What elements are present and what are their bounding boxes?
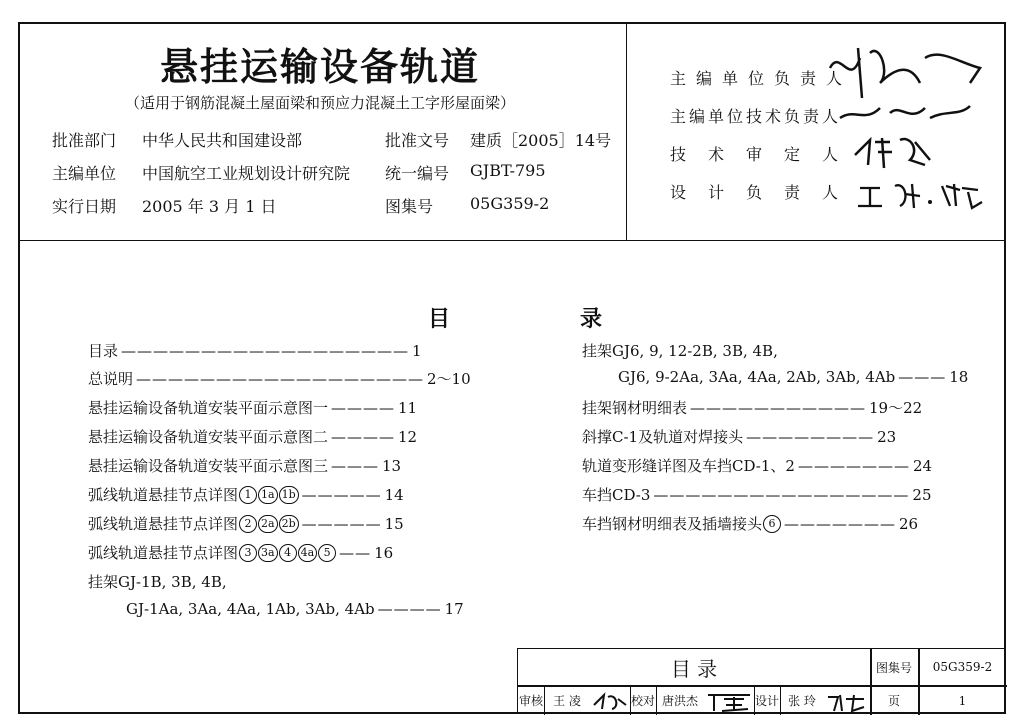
effective-date-label: 实行日期 <box>52 197 117 216</box>
toc-entry-label: 悬挂运输设备轨道安装平面示意图二 <box>88 428 329 446</box>
unified-no-label: 统一编号 <box>385 164 450 183</box>
document-subtitle: （适用于钢筋混凝土屋面梁和预应力混凝土工字形屋面梁） <box>124 94 515 112</box>
detail-callout-circle: 1 <box>239 486 257 504</box>
detail-callout-circle: 2b <box>279 515 299 533</box>
toc-entry <box>88 542 393 563</box>
checker-name: 唐洪杰 <box>661 694 698 708</box>
toc-leader: ———————————————— <box>653 485 910 504</box>
reviewer-signature <box>590 689 630 713</box>
toc-page-number: 15 <box>384 514 404 533</box>
atlas-label: 图集号 <box>875 660 912 675</box>
resp-design-head: 设计负责人 <box>670 183 861 202</box>
toc-page-number: 19～22 <box>869 399 923 417</box>
toc-entry <box>582 340 778 361</box>
toc-leader: ———————— <box>746 427 875 446</box>
effective-date: 2005 年 3 月 1 日 <box>142 197 277 216</box>
toc-entry <box>582 513 918 534</box>
atlas-no: 05G359-2 <box>470 194 550 213</box>
toc-leader: ————— <box>301 485 382 504</box>
title-block <box>517 648 1006 714</box>
toc-leader: ———— <box>331 398 396 417</box>
toc-page-number: 14 <box>384 485 404 504</box>
reviewer-name: 王 凌 <box>553 694 581 708</box>
editor-unit: 中国航空工业规划设计研究院 <box>142 164 351 183</box>
detail-callout-circle: 4 <box>279 544 297 562</box>
detail-callout-circle: 6 <box>763 515 781 533</box>
toc-entry <box>88 340 422 361</box>
toc-page-number: 26 <box>899 514 919 533</box>
toc-entry-label: 轨道变形缝详图及车挡CD-1、2 <box>582 457 795 475</box>
toc-leader: ——— <box>331 456 380 475</box>
resp-technical-head: 主编单位技术负责人 <box>670 107 842 126</box>
toc-entry <box>88 513 404 534</box>
designer-signature <box>824 689 868 713</box>
toc-page-number: 25 <box>912 485 932 504</box>
toc-page-number: 1 <box>412 341 422 360</box>
toc-page-number: 17 <box>444 600 464 618</box>
toc-entry-label: GJ-1Aa, 3Aa, 4Aa, 1Ab, 3Ab, 4Ab <box>126 600 375 618</box>
toc-entry <box>582 426 896 447</box>
toc-entry-label: 车挡CD-3 <box>582 486 651 504</box>
detail-callout-circle: 4a <box>298 544 318 562</box>
toc-entry-label: 斜撑C-1及轨道对焊接头 <box>582 428 744 446</box>
toc-entry <box>126 600 464 618</box>
toc-entry-label: GJ6, 9-2Aa, 3Aa, 4Aa, 2Ab, 3Ab, 4Ab <box>618 368 896 386</box>
toc-entry-label: 弧线轨道悬挂节点详图 <box>88 486 239 504</box>
toc-entry <box>88 484 404 505</box>
toc-page-number: 24 <box>912 456 933 475</box>
detail-callout-circle: 1b <box>279 486 299 504</box>
detail-callout-circle: 2a <box>258 515 278 533</box>
toc-entry-label: 挂架GJ-1B, 3B, 4B, <box>88 573 227 591</box>
checker-signature <box>704 689 754 713</box>
toc-entry <box>88 455 401 476</box>
toc-leader: ——— <box>898 368 947 386</box>
review-label: 审核 <box>518 694 543 708</box>
toc-leader: —— <box>339 543 372 562</box>
toc-entry-label: 弧线轨道悬挂节点详图 <box>88 515 239 533</box>
toc-leader: ————— <box>301 514 382 533</box>
approval-dept-label: 批准部门 <box>52 131 117 150</box>
page-value: 1 <box>958 693 967 708</box>
toc-leader: —————————————————— <box>121 341 410 360</box>
toc-page-number: 11 <box>398 398 418 417</box>
signature-technical-review <box>850 130 940 170</box>
check-label: 校对 <box>630 694 655 708</box>
toc-heading-left: 目 <box>428 306 451 332</box>
detail-callout-circle: 2 <box>239 515 257 533</box>
toc-entry-label: 悬挂运输设备轨道安装平面示意图一 <box>88 399 329 417</box>
toc-entry <box>582 455 932 476</box>
toc-entry <box>88 571 227 592</box>
signature-editor-head <box>810 28 1000 128</box>
detail-callout-circle: 3 <box>239 544 257 562</box>
approval-no-label: 批准文号 <box>385 131 450 150</box>
toc-heading-right: 录 <box>580 306 603 332</box>
toc-entry-label: 目录 <box>88 342 119 360</box>
detail-callout-circle: 5 <box>318 544 336 562</box>
toc-leader: ——————— <box>797 456 910 475</box>
detail-callout-circle: 1a <box>258 486 278 504</box>
toc-entry <box>582 484 932 505</box>
unified-no: GJBT-795 <box>470 161 546 180</box>
toc-page-number: 16 <box>374 543 394 562</box>
toc-leader: —————————————————— <box>136 369 425 388</box>
atlas-value: 05G359-2 <box>932 660 993 674</box>
toc-page-number: 13 <box>382 456 402 475</box>
editor-unit-label: 主编单位 <box>52 164 117 183</box>
toc-page-number: 2～10 <box>427 370 471 388</box>
toc-entry-label: 悬挂运输设备轨道安装平面示意图三 <box>88 457 329 475</box>
drawing-title: 目 录 <box>670 656 718 681</box>
toc-entry-label: 挂架钢材明细表 <box>582 399 688 417</box>
toc-leader: ———— <box>377 600 442 618</box>
resp-editor-unit-head: 主编单位负责人 <box>670 69 853 88</box>
header-vertical-divider <box>626 22 627 241</box>
toc-leader: ———— <box>331 427 396 446</box>
toc-leader: ——————— <box>784 514 897 533</box>
approval-no: 建质［2005］14号 <box>470 131 612 150</box>
toc-entry-label: 弧线轨道悬挂节点详图 <box>88 544 239 562</box>
document-title: 悬挂运输设备轨道 <box>159 44 480 89</box>
toc-entry <box>618 368 968 386</box>
toc-page-number: 12 <box>398 427 418 446</box>
atlas-no-label: 图集号 <box>385 197 434 216</box>
resp-technical-review: 技术审定人 <box>670 145 861 164</box>
toc-entry-label: 车挡钢材明细表及插墙接头 <box>582 515 763 533</box>
toc-page-number: 18 <box>949 368 969 386</box>
toc-entry-label: 总说明 <box>88 370 134 388</box>
header-divider <box>18 240 1006 241</box>
design-label: 设计 <box>754 694 779 708</box>
toc-entry <box>88 397 417 418</box>
detail-callout-circle: 3a <box>258 544 278 562</box>
page-label: 页 <box>887 694 900 708</box>
signature-design-head <box>850 176 990 212</box>
toc-page-number: 23 <box>877 427 897 446</box>
toc-entry <box>88 426 417 447</box>
designer-name: 张 玲 <box>788 694 816 708</box>
toc-leader: ——————————— <box>690 398 867 417</box>
approval-dept: 中华人民共和国建设部 <box>142 131 303 150</box>
toc-entry-label: 挂架GJ6, 9, 12-2B, 3B, 4B, <box>582 342 778 360</box>
toc-entry <box>582 397 922 418</box>
toc-entry <box>88 368 471 389</box>
